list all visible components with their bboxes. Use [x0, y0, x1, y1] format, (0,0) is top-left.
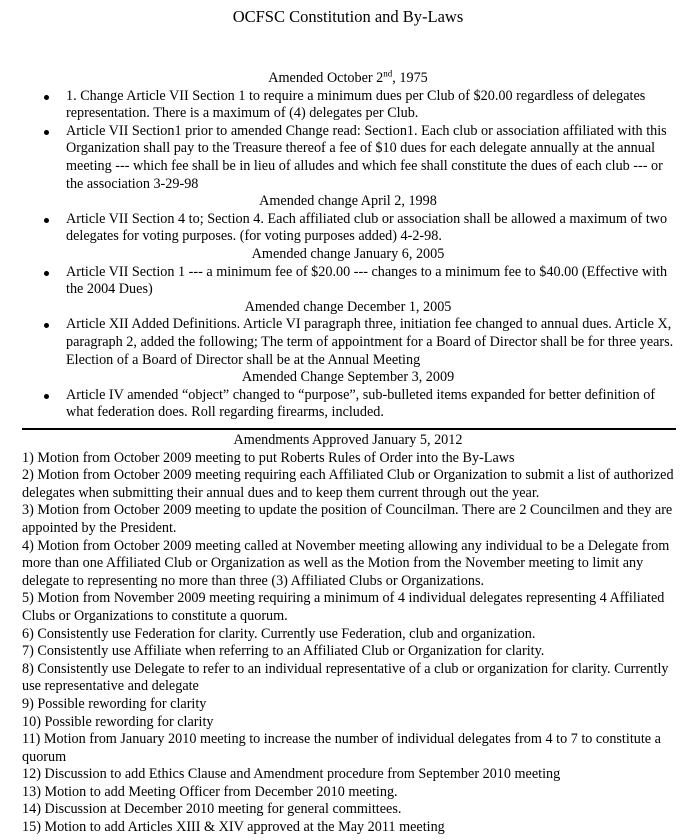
list-item: Article XII Added Definitions. Article VI paragraph three, initiation fee changed to annual dues. Article X, paragraph 2, added the following; The term of appointment for a Board of Director shall be for three years. Election of a Board of Director shall be at the Annual Meeting	[0, 316, 696, 369]
list-item: 6) Consistently use Federation for clarity. Currently use Federation, club and organization.	[22, 625, 536, 642]
list-item: 9) Possible rewording for clarity	[22, 695, 207, 712]
list-item: 2) Motion from October 2009 meeting requiring each Affiliated Club or Organization to submit a list of authorized delegates when submitting their annual dues and to keep them current through out the year.	[22, 467, 674, 501]
approved-section	[0, 432, 696, 837]
list-item: 12) Discussion to add Ethics Clause and Amendment procedure from September 2010 meeting	[22, 766, 561, 783]
amendments-section	[0, 70, 696, 422]
amendment-list	[0, 211, 696, 246]
list-item: 3) Motion from October 2009 meeting to update the position of Councilman. There are 2 Councilmen and they are appointed by the President.	[22, 502, 673, 536]
list-item: Article IV amended “object” changed to “purpose”, sub-bulleted items expanded for better definition of what federation does. Roll regarding firearms, included.	[0, 387, 696, 422]
bullet-icon	[44, 323, 49, 328]
amendment-heading: Amended October 2nd, 1975	[268, 68, 428, 86]
list-item: Article VII Section 1 --- a minimum fee of $20.00 --- changes to a minimum fee to $40.00 (Effective with the 2004 Dues)	[0, 264, 696, 299]
list-item: 14) Discussion at December 2010 meeting for general committees.	[22, 801, 402, 818]
list-item: 13) Motion to add Meeting Officer from December 2010 meeting.	[22, 783, 398, 800]
amendment-list	[0, 316, 696, 369]
bullet-icon	[44, 95, 49, 100]
list-item: 7) Consistently use Affiliate when referring to an Affiliated Club or Organization for clarity.	[22, 643, 545, 660]
list-item: 4) Motion from October 2009 meeting called at November meeting allowing any individual to be a Delegate from more than one Affiliated Club or Organization as well as the Motion from the November meeting to limit any delegate to representing no more than three (3) Affiliated Clubs or Organizations.	[22, 537, 670, 589]
section-divider	[22, 428, 676, 430]
approved-heading: Amendments Approved January 5, 2012	[233, 432, 463, 448]
amendment-heading: Amended change December 1, 2005	[244, 298, 452, 315]
document-title: OCFSC Constitution and By-Laws	[232, 7, 464, 26]
amendment-list	[0, 88, 696, 194]
amendment-heading: Amended Change September 3, 2009	[241, 369, 455, 386]
bullet-icon	[44, 130, 49, 135]
list-item: 1) Motion from October 2009 meeting to put Roberts Rules of Order into the By-Laws	[22, 449, 515, 466]
list-item: 1. Change Article VII Section 1 to require a minimum dues per Club of $20.00 regardless of delegates representation. There is a maximum of (4) delegates per Club.	[0, 88, 696, 123]
list-item: 5) Motion from November 2009 meeting requiring a minimum of 4 individual delegates representing 4 Affiliated Clubs or Organizations to constitute a quorum.	[22, 590, 665, 624]
list-item: Article VII Section1 prior to amended Change read: Section1. Each club or association affiliated with this Organization shall pay to the Treasure thereof a fee of $10 dues for each delegate annually at the annual meeting --- which fee shall be in lieu of alludes and which fee shall constitute the dues of each club --- or the association 3-29-98	[0, 123, 696, 193]
bullet-icon	[44, 271, 49, 276]
list-item: 10) Possible rewording for clarity	[22, 713, 214, 730]
bullet-icon	[44, 218, 49, 223]
amendment-heading: Amended change April 2, 1998	[259, 193, 437, 210]
amendment-heading: Amended change January 6, 2005	[251, 245, 445, 262]
list-item: 15) Motion to add Articles XIII & XIV approved at the May 2011 meeting	[22, 819, 445, 836]
list-item: 11) Motion from January 2010 meeting to increase the number of individual delegates from 4 to 7 to constitute a quorum	[22, 731, 661, 765]
list-item: 8) Consistently use Delegate to refer to an individual representative of a club or organization for clarity. Currently use representative and delegate	[22, 660, 669, 695]
amendment-list	[0, 387, 696, 422]
motion-list	[0, 450, 696, 837]
list-item: Article VII Section 4 to; Section 4. Each affiliated club or association shall be allowed a maximum of two delegates for voting purposes. (for voting purposes added) 4-2-98.	[0, 211, 696, 246]
bullet-icon	[44, 394, 49, 399]
amendment-list	[0, 264, 696, 299]
